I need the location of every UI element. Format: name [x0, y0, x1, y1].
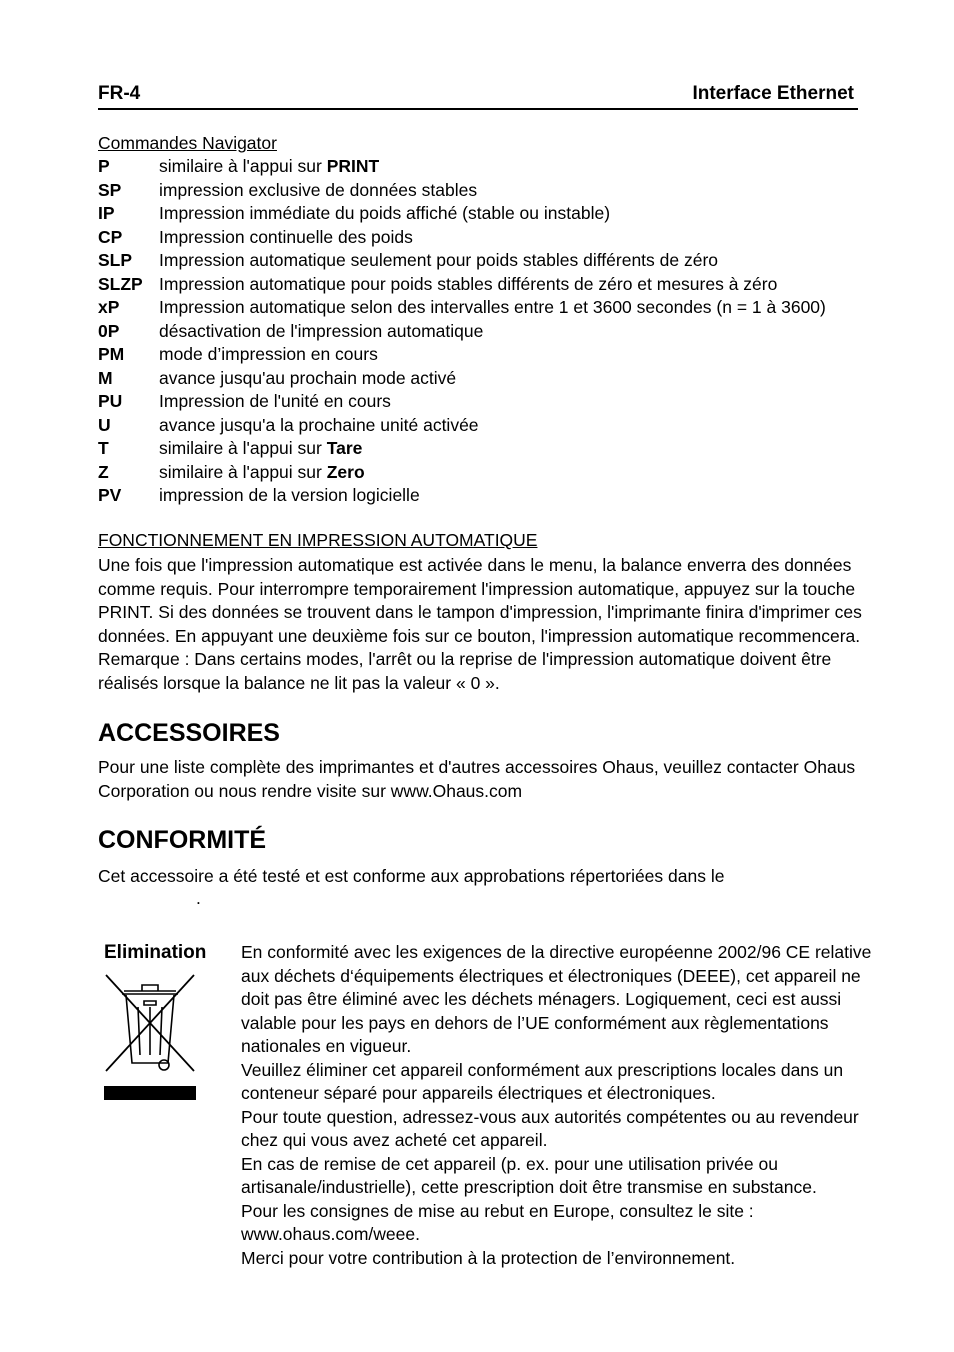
command-description — [159, 249, 718, 272]
elimination-line: doit pas être éliminé avec les déchets ménagers. Logiquement, ceci est aussi — [241, 989, 842, 1009]
command-description-text: Impression automatique selon des intervalles entre 1 et 3600 secondes (n = 1 à 3600) — [159, 297, 826, 317]
command-row — [98, 179, 858, 203]
command-code: T — [98, 438, 109, 458]
command-code: M — [98, 367, 113, 388]
command-code: IP — [98, 203, 115, 223]
command-description — [159, 202, 610, 225]
command-row — [98, 390, 858, 414]
command-code: Z — [98, 461, 109, 482]
auto-print-line: Remarque : Dans certains modes, l'arrêt ou la reprise de l'impression automatique doivent être — [98, 649, 832, 669]
navigator-heading: Commandes Navigator — [98, 133, 277, 153]
command-description-text: similaire à l'appui sur — [159, 438, 327, 458]
command-description-text: désactivation de l'impression automatique — [159, 320, 484, 341]
elimination-line: chez qui vous avez acheté cet appareil. — [241, 1130, 548, 1150]
command-description-text: impression de la version logicielle — [159, 485, 420, 505]
elimination-line: En conformité avec les exigences de la directive européenne 2002/96 CE relative — [241, 942, 872, 962]
elimination-line: Pour les consignes de mise au rebut en Europe, consultez le site : — [241, 1200, 754, 1221]
command-code: PM — [98, 344, 125, 364]
command-description — [159, 484, 420, 507]
command-description — [159, 179, 477, 202]
command-code: U — [98, 414, 111, 435]
command-row — [98, 461, 858, 485]
command-code: 0P — [98, 320, 120, 341]
command-description-text: Impression continuelle des poids — [159, 226, 413, 247]
page-number: FR-4 — [98, 83, 141, 104]
command-code: CP — [98, 226, 123, 247]
command-row — [98, 484, 858, 508]
command-description — [159, 226, 413, 249]
elimination-line: En cas de remise de cet appareil (p. ex. pour une utilisation privée ou — [241, 1153, 778, 1174]
command-key-name: Tare — [326, 438, 363, 458]
command-description — [159, 461, 365, 484]
elimination-line: nationales en vigueur. — [241, 1036, 412, 1056]
compliance-trailing: . — [196, 888, 201, 908]
elimination-line: conteneur séparé pour appareils électriques et électroniques. — [241, 1083, 716, 1103]
auto-print-line: données. En appuyant une deuxième fois sur ce bouton, l'impression automatique recommencera. — [98, 625, 861, 646]
elimination-line: artisanale/industrielle), cette prescription doit être transmise en substance. — [241, 1177, 817, 1197]
auto-print-heading: FONCTIONNEMENT EN IMPRESSION AUTOMATIQUE — [98, 530, 538, 550]
command-code: PV — [98, 485, 122, 505]
command-code: SLZP — [98, 273, 143, 294]
command-row — [98, 414, 858, 438]
elimination-line: www.ohaus.com/weee. — [241, 1224, 420, 1244]
command-row — [98, 296, 858, 320]
command-description — [159, 296, 826, 319]
command-description-text: Impression immédiate du poids affiché (stable ou instable) — [159, 203, 611, 223]
command-description — [159, 343, 378, 366]
command-description-text: avance jusqu'au prochain mode activé — [159, 367, 457, 388]
section-title: Interface Ethernet — [692, 83, 854, 104]
elimination-line: Veuillez éliminer cet appareil conformément aux prescriptions locales dans un — [241, 1059, 844, 1080]
command-description-text: similaire à l'appui sur — [159, 461, 327, 482]
navigator-command-list — [98, 155, 858, 508]
elimination-line: aux déchets d‘équipements électriques et électroniques (DEEE), cet appareil ne — [241, 965, 861, 986]
elimination-text — [241, 941, 872, 1270]
command-description-text: impression exclusive de données stables — [159, 179, 478, 200]
command-description — [159, 414, 479, 437]
accessories-line: Pour une liste complète des imprimantes et d'autres accessoires Ohaus, veuillez contacter Ohaus — [98, 757, 856, 777]
command-description — [159, 155, 379, 178]
command-description — [159, 320, 483, 343]
page-header — [98, 82, 858, 110]
command-code: xP — [98, 297, 120, 317]
compliance-paragraph: Cet accessoire a été testé et est conforme aux approbations répertoriées dans le — [98, 866, 725, 886]
command-description — [159, 367, 456, 390]
command-key-name: Zero — [326, 461, 365, 482]
command-description-text: Impression automatique seulement pour poids stables différents de zéro — [159, 250, 719, 270]
command-row — [98, 226, 858, 250]
command-row — [98, 249, 858, 273]
command-row — [98, 202, 858, 226]
command-description-text: avance jusqu'a la prochaine unité activée — [159, 414, 479, 435]
auto-print-line: comme requis. Pour interrompre temporairement l'impression automatique, appuyez sur la touche — [98, 578, 856, 599]
command-code: P — [98, 156, 110, 176]
command-code: SP — [98, 179, 122, 200]
command-description-text: Impression de l'unité en cours — [159, 391, 391, 411]
command-description — [159, 390, 391, 413]
command-description-text: similaire à l'appui sur — [159, 156, 327, 176]
auto-print-line: PRINT. Si des données se trouvent dans le tampon d'impression, l'imprimante finira d'imprimer ces — [98, 602, 862, 622]
auto-print-paragraph — [98, 554, 862, 695]
command-description — [159, 437, 362, 460]
elimination-line: Merci pour votre contribution à la protection de l’environnement. — [241, 1247, 736, 1268]
elimination-title: Elimination — [104, 942, 207, 963]
auto-print-line: Une fois que l'impression automatique est activée dans le menu, la balance enverra des données — [98, 555, 852, 575]
auto-print-line: réalisés lorsque la balance ne lit pas la valeur « 0 ». — [98, 672, 500, 693]
command-key-name: PRINT — [326, 156, 380, 176]
accessories-paragraph — [98, 756, 858, 803]
command-row — [98, 367, 858, 391]
command-row — [98, 320, 858, 344]
command-row — [98, 437, 858, 461]
weee-crossed-bin-icon — [104, 971, 196, 1101]
command-description — [159, 273, 777, 296]
command-row — [98, 343, 858, 367]
accessories-heading: ACCESSOIRES — [98, 719, 280, 747]
command-code: PU — [98, 391, 123, 411]
command-row — [98, 155, 858, 179]
compliance-heading: CONFORMITÉ — [98, 826, 267, 854]
elimination-line: valable pour les pays en dehors de l’UE conformément aux règlementations — [241, 1012, 829, 1033]
command-description-text: mode d’impression en cours — [159, 344, 378, 364]
command-description-text: Impression automatique pour poids stables différents de zéro et mesures à zéro — [159, 273, 778, 294]
command-row — [98, 273, 858, 297]
elimination-line: Pour toute question, adressez-vous aux autorités compétentes ou au revendeur — [241, 1106, 859, 1127]
accessories-line: Corporation ou nous rendre visite sur www.Ohaus.com — [98, 780, 523, 801]
command-code: SLP — [98, 250, 133, 270]
